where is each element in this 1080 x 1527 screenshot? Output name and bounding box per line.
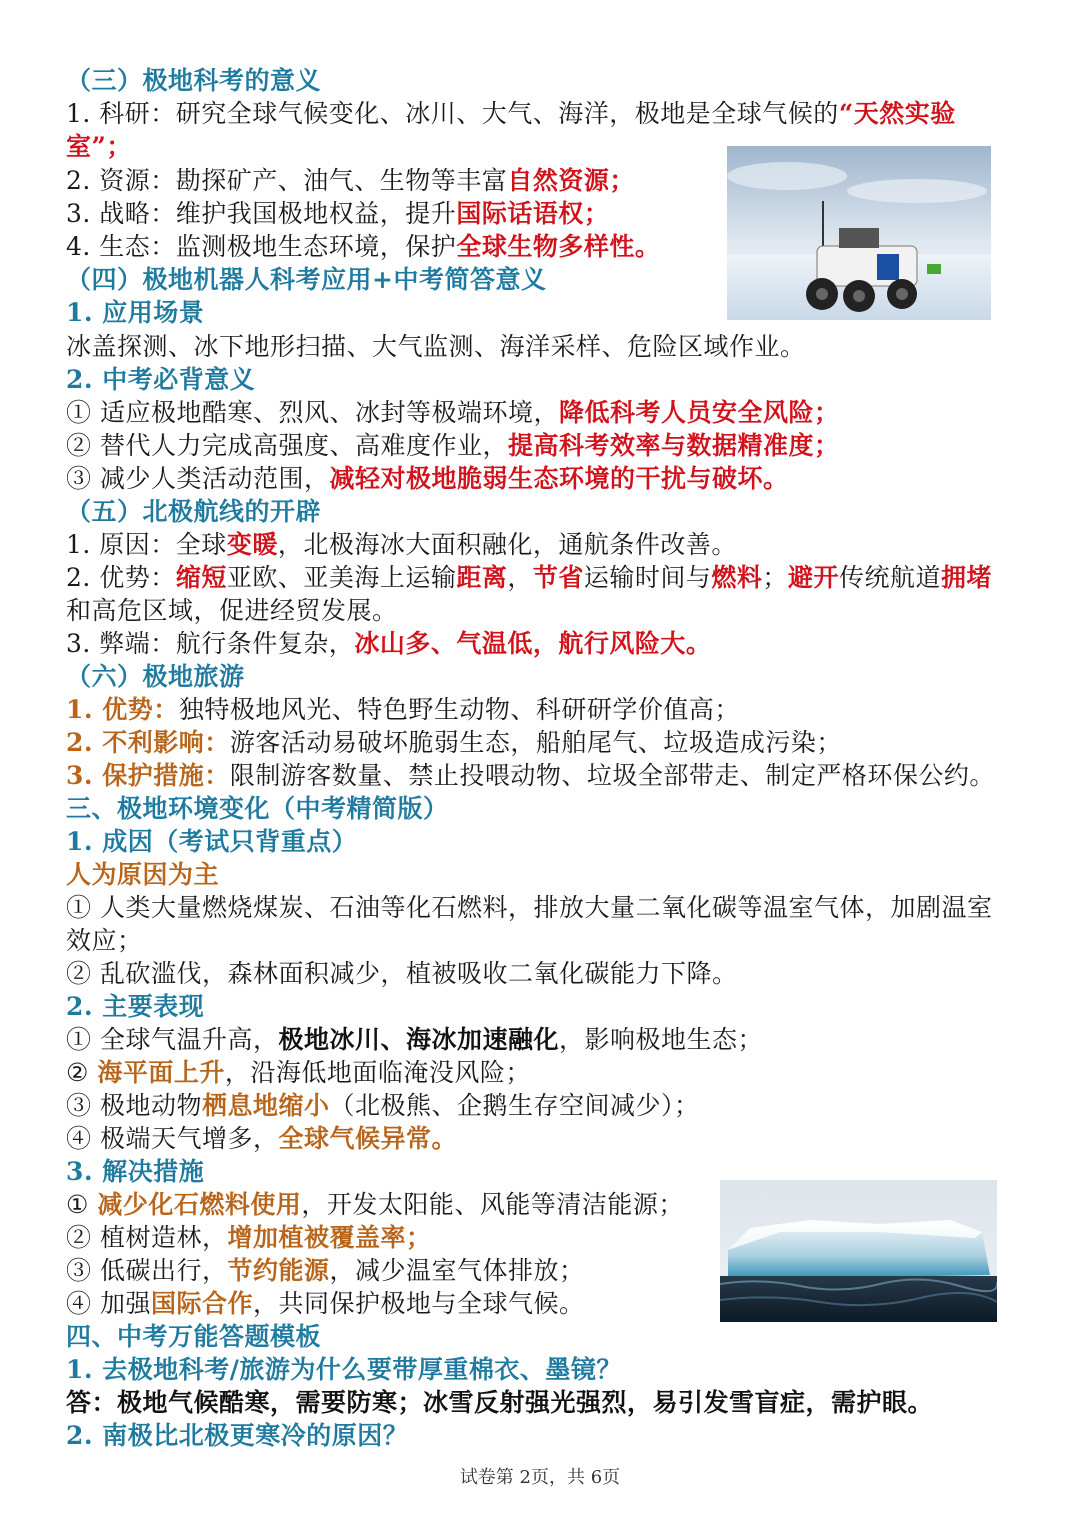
route-advantage: 2. 优势：缩短亚欧、亚美海上运输距离，节省运输时间与燃料；避开传统航道拥堵 bbox=[66, 563, 992, 592]
tourism-negative-impact: 2. 不利影响：游客活动易破坏脆弱生态，船舶尾气、垃圾造成污染； bbox=[66, 728, 842, 757]
polar-robot-image bbox=[727, 146, 991, 320]
research-point-3: 3. 战略：维护我国极地权益，提升国际话语权； bbox=[66, 199, 610, 228]
significance-point-1: ① 适应极地酷寒、烈风、冰封等极端环境，降低科考人员安全风险； bbox=[66, 398, 840, 427]
part-heading-answer-templates: 四、中考万能答题模板 bbox=[66, 1322, 322, 1351]
tourism-advantage: 1. 优势：独特极地风光、特色野生动物、科研研学价值高； bbox=[66, 695, 740, 724]
answer-1: 答：极地气候酷寒，需要防寒；冰雪反射强光强烈，易引发雪盲症，需护眼。 bbox=[66, 1388, 934, 1417]
subheading-solutions: 3. 解决措施 bbox=[66, 1157, 205, 1186]
route-advantage-cont: 和高危区域，促进经贸发展。 bbox=[66, 596, 398, 625]
tourism-protection: 3. 保护措施：限制游客数量、禁止投喂动物、垃圾全部带走、制定严格环保公约。 bbox=[66, 761, 995, 790]
solution-point-1: ① 减少化石燃料使用，开发太阳能、风能等清洁能源； bbox=[66, 1190, 684, 1219]
research-point-4: 4. 生态：监测极地生态环境，保护全球生物多样性。 bbox=[66, 232, 661, 261]
significance-point-2: ② 替代人力完成高强度、高难度作业，提高科考效率与数据精准度； bbox=[66, 431, 840, 460]
question-1: 1. 去极地科考/旅游为什么要带厚重棉衣、墨镜？ bbox=[66, 1355, 622, 1384]
section-heading-polar-tourism: （六）极地旅游 bbox=[66, 662, 245, 691]
cause-heading-human: 人为原因为主 bbox=[66, 860, 220, 889]
route-disadvantage: 3. 弊端：航行条件复杂，冰山多、气温低，航行风险大。 bbox=[66, 629, 712, 658]
solution-point-2: ② 植树造林，增加植被覆盖率； bbox=[66, 1223, 432, 1252]
page-footer: 试卷第 2页，共 6页 bbox=[459, 1467, 621, 1488]
route-reason: 1. 原因：全球变暖，北极海冰大面积融化，通航条件改善。 bbox=[66, 530, 737, 559]
cause-point-2: ② 乱砍滥伐，森林面积减少，植被吸收二氧化碳能力下降。 bbox=[66, 959, 738, 988]
subheading-exam-significance: 2. 中考必背意义 bbox=[66, 365, 256, 394]
subheading-causes: 1. 成因（考试只背重点） bbox=[66, 827, 358, 856]
effect-point-3: ③ 极地动物栖息地缩小（北极熊、企鹅生存空间减少）； bbox=[66, 1091, 700, 1120]
section-heading-arctic-route: （五）北极航线的开辟 bbox=[66, 497, 322, 526]
significance-point-3: ③ 减少人类活动范围，减轻对极地脆弱生态环境的干扰与破坏。 bbox=[66, 464, 789, 493]
solution-point-3: ③ 低碳出行，节约能源，减少温室气体排放； bbox=[66, 1256, 585, 1285]
effect-point-2: ② 海平面上升，沿海低地面临淹没风险； bbox=[66, 1058, 531, 1087]
research-point-1-cont: 室”； bbox=[66, 132, 132, 161]
effect-point-4: ④ 极端天气增多，全球气候异常。 bbox=[66, 1124, 457, 1153]
research-point-2: 2. 资源：勘探矿产、油气、生物等丰富自然资源； bbox=[66, 166, 635, 195]
iceberg-image bbox=[720, 1180, 997, 1322]
application-scenarios-text: 冰盖探测、冰下地形扫描、大气监测、海洋采样、危险区域作业。 bbox=[66, 332, 806, 361]
part-heading-environment-change: 三、极地环境变化（中考精简版） bbox=[66, 794, 449, 823]
research-point-1: 1. 科研：研究全球气候变化、冰川、大气、海洋，极地是全球气候的“天然实验 bbox=[66, 99, 956, 128]
cause-point-1: ① 人类大量燃烧煤炭、石油等化石燃料，排放大量二氧化碳等温室气体，加剧温室效应； bbox=[66, 893, 993, 955]
section-heading-research-significance: （三）极地科考的意义 bbox=[66, 66, 322, 95]
solution-point-4: ④ 加强国际合作，共同保护极地与全球气候。 bbox=[66, 1289, 585, 1318]
section-heading-robot-application: （四）极地机器人科考应用+中考简答意义 bbox=[66, 265, 547, 294]
subheading-manifestations: 2. 主要表现 bbox=[66, 992, 205, 1021]
subheading-application-scenarios: 1. 应用场景 bbox=[66, 298, 205, 327]
effect-point-1: ① 全球气温升高，极地冰川、海冰加速融化，影响极地生态； bbox=[66, 1025, 763, 1054]
question-2: 2. 南极比北极更寒冷的原因？ bbox=[66, 1421, 409, 1450]
